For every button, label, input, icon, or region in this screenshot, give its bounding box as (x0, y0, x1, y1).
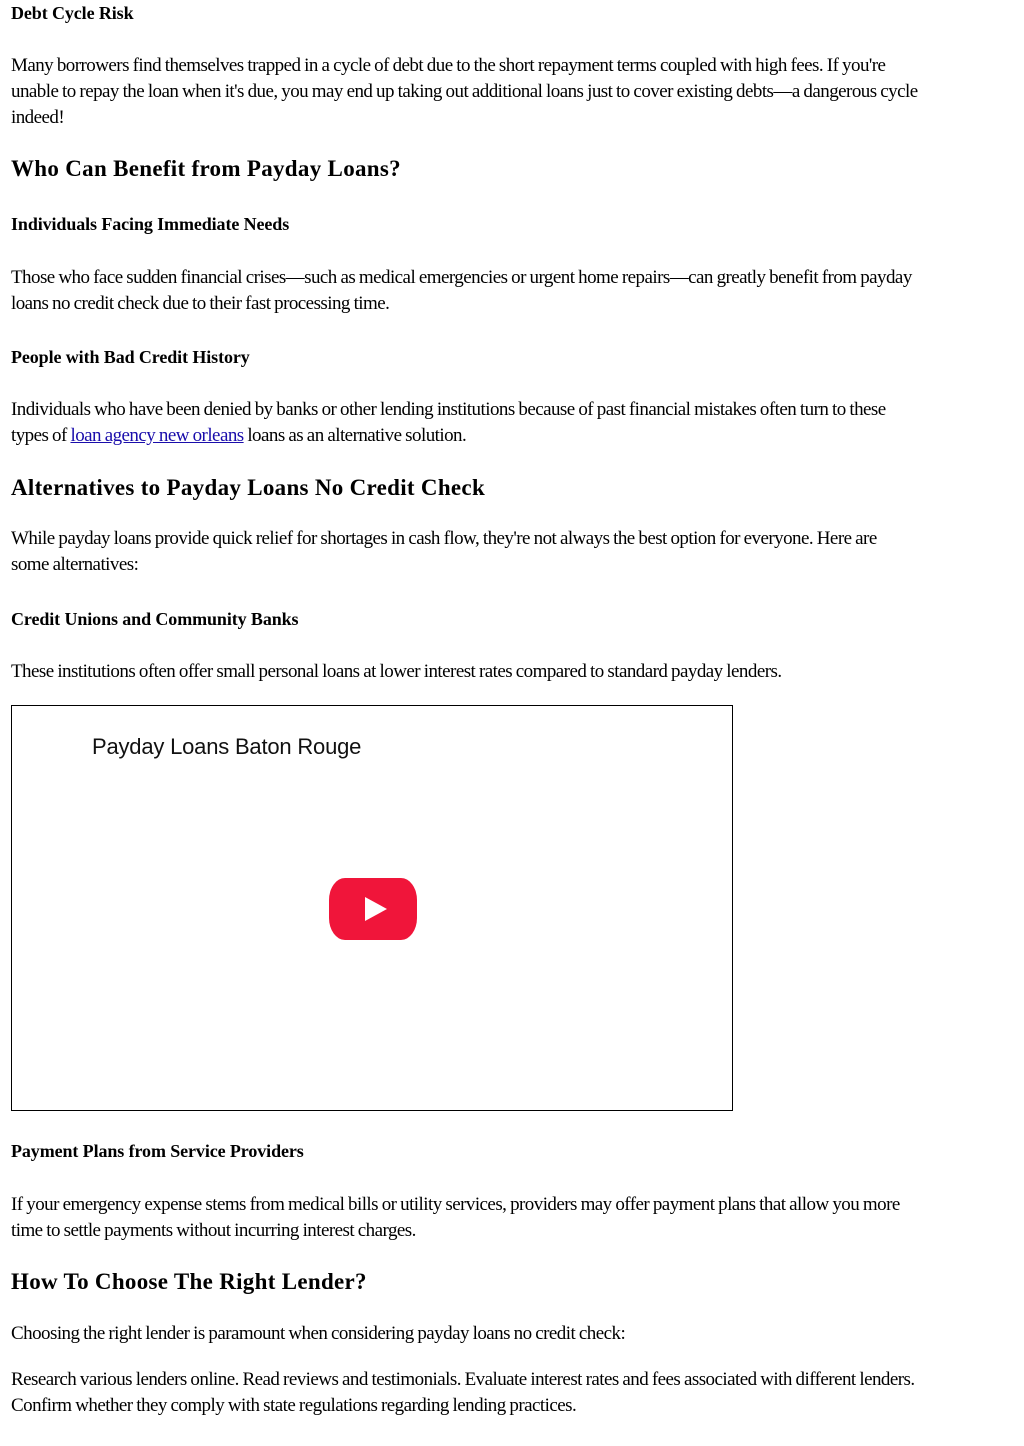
paragraph-alternatives-line-1: While payday loans provide quick relief for shortages in cash flow, they're not always the best option for everyone. Here are (11, 528, 877, 549)
heading-bad-credit-history: People with Bad Credit History (11, 347, 250, 367)
heading-payment-plans: Payment Plans from Service Providers (11, 1141, 304, 1161)
heading-choose-lender: How To Choose The Right Lender? (11, 1269, 367, 1294)
heading-debt-cycle-risk: Debt Cycle Risk (11, 3, 134, 23)
paragraph-choose-lender-intro: Choosing the right lender is paramount when considering payday loans no credit check: (11, 1323, 626, 1344)
loan-agency-link[interactable]: loan agency new orleans (70, 425, 244, 446)
paragraph-debt-cycle-line-3: indeed! (11, 107, 65, 128)
paragraph-bad-credit-text-before: types of (11, 425, 71, 446)
paragraph-immediate-line-1: Those who face sudden financial crises—such as medical emergencies or urgent home repairs—can greatly benefit from payday (11, 267, 912, 288)
paragraph-bad-credit-text-after: loans as an alternative solution. (243, 425, 467, 446)
play-icon (365, 897, 387, 921)
video-embed[interactable] (11, 705, 733, 1111)
paragraph-alternatives-line-2: some alternatives: (11, 554, 139, 575)
paragraph-immediate-line-2: loans no credit check due to their fast processing time. (11, 293, 390, 314)
paragraph-credit-unions: These institutions often offer small personal loans at lower interest rates compared to standard payday lenders. (11, 661, 782, 682)
heading-alternatives: Alternatives to Payday Loans No Credit Check (11, 475, 486, 500)
heading-immediate-needs: Individuals Facing Immediate Needs (11, 214, 290, 234)
paragraph-debt-cycle-line-2: unable to repay the loan when it's due, you may end up taking out additional loans just to cover existing debts—a dangerous cycle (11, 81, 918, 102)
paragraph-choose-lender-line-1: Research various lenders online. Read reviews and testimonials. Evaluate interest rates and fees associated with different lenders. (11, 1369, 915, 1390)
video-title: Payday Loans Baton Rouge (92, 734, 362, 759)
paragraph-choose-lender-line-2: Confirm whether they comply with state regulations regarding lending practices. (11, 1395, 577, 1416)
heading-credit-unions: Credit Unions and Community Banks (11, 609, 299, 629)
paragraph-bad-credit-line-2 (11, 423, 1015, 449)
heading-who-can-benefit: Who Can Benefit from Payday Loans? (11, 156, 401, 181)
paragraph-payment-plans-line-1: If your emergency expense stems from medical bills or utility services, providers may offer payment plans that allow you more (11, 1194, 900, 1215)
paragraph-bad-credit-line-1: Individuals who have been denied by banks or other lending institutions because of past financial mistakes often turn to these (11, 399, 886, 420)
paragraph-payment-plans-line-2: time to settle payments without incurring interest charges. (11, 1220, 416, 1241)
paragraph-debt-cycle-line-1: Many borrowers find themselves trapped in a cycle of debt due to the short repayment terms coupled with high fees. If you're (11, 55, 886, 76)
play-button[interactable] (329, 878, 417, 940)
